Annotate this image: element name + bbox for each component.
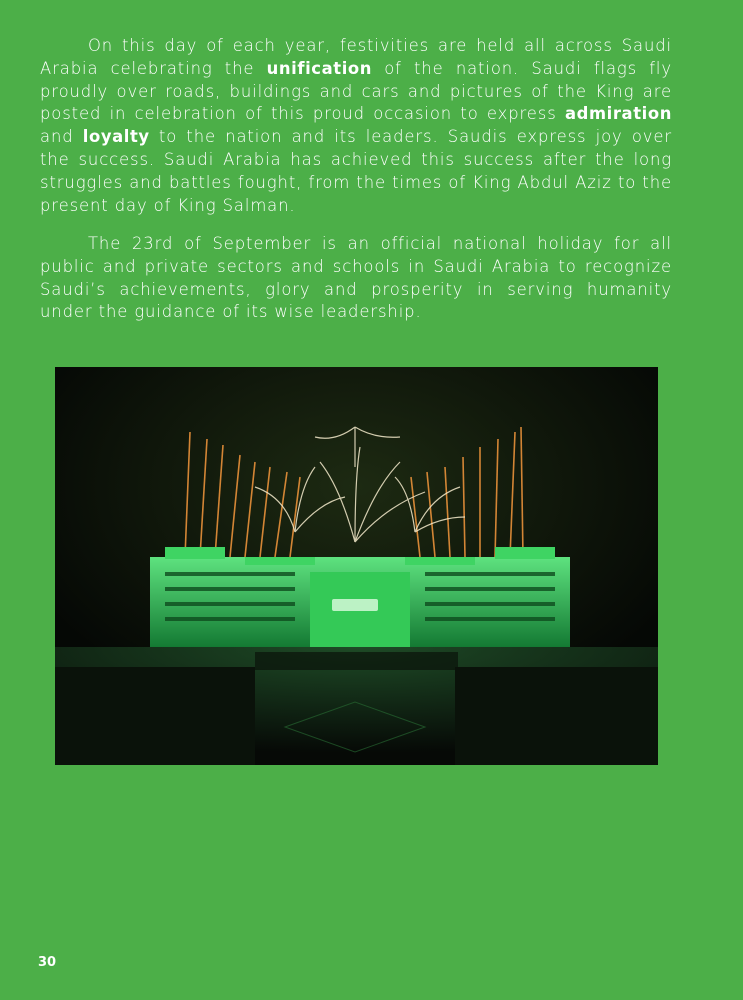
saudi-emblem-projection — [332, 599, 378, 611]
paragraph-1 — [40, 35, 672, 217]
paragraph-1-text — [40, 35, 672, 217]
paragraph-1-part-4: to the nation and its leaders. Saudis express joy over the success. Saudi Arabia has achieved this success after the long struggles and battles fought, from the times of King Abdul Aziz to the present day of King Salman. — [40, 127, 673, 215]
keyword-loyalty: loyalty — [82, 127, 150, 147]
keyword-unification: unification — [266, 58, 373, 78]
keyword-admiration: admiration — [564, 104, 672, 124]
paragraph-1-part-3: and — [40, 127, 83, 147]
paragraph-1-part-2: of the nation. Saudi flags fly proudly over roads, buildings and cars and pictures of the King are posted in celebration of this proud occasion to express — [40, 58, 672, 124]
national-day-photo — [55, 367, 658, 765]
paragraph-2-text: The 23rd of September is an official national holiday for all public and private sectors and schools in Saudi Arabia to recognize Saudi’s achievements, glory and prosperity in serving humanity under the guidance of its wise leadership. — [40, 234, 672, 322]
palace-building — [150, 547, 570, 647]
paragraph-2 — [40, 233, 672, 324]
paragraph-1-part-1: On this day of each year, festivities are held all across Saudi Arabia celebrating the — [40, 36, 672, 78]
fireworks-palace-illustration — [55, 367, 658, 765]
page-number: 30 — [38, 955, 57, 970]
